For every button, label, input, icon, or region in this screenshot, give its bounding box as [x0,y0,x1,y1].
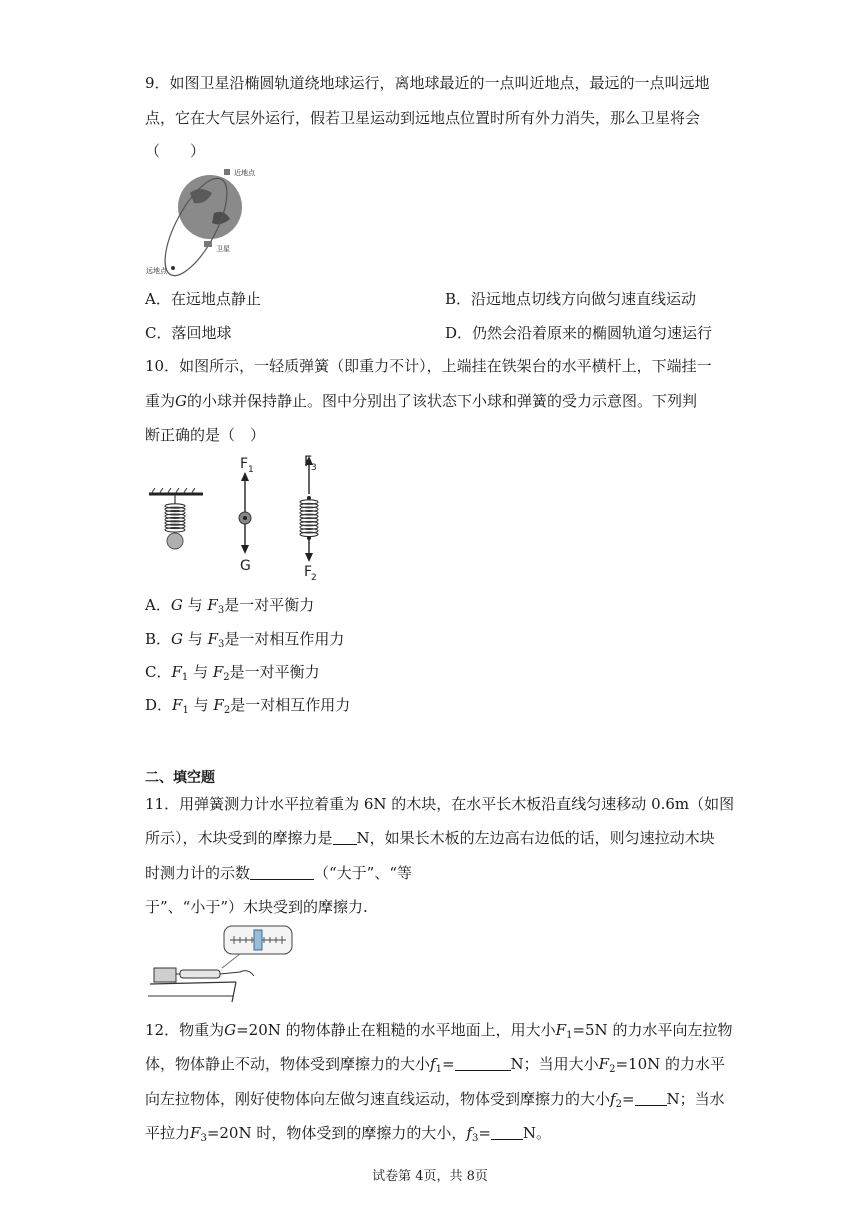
q10-line-1: 10．如图所示，一轻质弹簧（即重力不计），上端挂在铁架台的水平横杆上，下端挂一 [145,357,712,375]
q11-line-2: 所示），木块受到的摩擦力是 N，如果长木板的左边高右边低的话，则匀速拉动木块 [145,829,715,847]
q12-line-1: 12．物重为G=20N 的物体静止在粗糙的水平地面上，用大小$F_1=5N$ 的力水平向左拉物 [145,1021,733,1041]
q10-option-c: C．$F_1$ 与 $F_2$是一对平衡力 [145,663,320,683]
q12-answer-blank-2[interactable] [635,1091,667,1106]
table-leg [232,982,236,1002]
free-spring [300,500,318,537]
label-f1: F [240,456,249,472]
perigee-label: 近地点 [234,169,255,177]
q9-option-d: D．仍然会沿着原来的椭圆轨道匀速运行 [445,324,713,342]
page-footer: 试卷第 4页，共 8页 [372,1169,488,1184]
spring-scale-pull-figure [144,924,296,1004]
perigee-marker [224,169,230,175]
q10-option-a: A．G 与 $F_3$是一对平衡力 [145,596,315,616]
q11-line-1: 11．用弹簧测力计水平拉着重为 6N 的木块，在水平长木板沿直线匀速移动 0.6m（如图 [145,795,735,813]
force-f2-arrowhead [305,553,313,562]
satellite-orbit-figure [140,165,255,277]
satellite-label: 卫星 [216,245,230,253]
q12-answer-blank-1[interactable] [455,1056,511,1071]
scale-pointer [254,930,262,950]
callout-pointer [222,954,240,968]
spring-force-figure [145,448,335,583]
apogee-marker [171,266,175,270]
label-f3: F [304,454,313,470]
q10-line-3: 断正确的是（ ） [145,426,266,444]
label-f1-subscript: 1 [248,465,254,475]
section-title-fill-in: 二、填空题 [145,770,215,786]
spring-scale-body [180,970,220,978]
q10-option-b: B．G 与 $F_3$是一对相互作用力 [145,630,345,650]
wooden-block [154,968,176,982]
hanging-ball [167,533,183,549]
q9-line-2: 点，它在大气层外运行，假若卫星运动到远地点位置时所有外力消失，那么卫星将会 [145,109,701,127]
q12-answer-blank-3[interactable] [491,1125,523,1140]
q9-option-b: B．沿远地点切线方向做匀速直线运动 [445,290,697,308]
label-g: G [240,558,251,574]
spring-bottom-dot [307,536,311,540]
earth-globe [178,175,242,239]
satellite-marker [204,241,212,247]
force-g-arrowhead [241,545,249,554]
q10-line-2: 重为G的小球并保持静止。图中分别出了该状态下小球和弹簧的受力示意图。下列判 [145,392,698,410]
q12-line-4: 平拉力$F_3=20N$ 时，物体受到的摩擦力的大小，$f_3= N$。 [145,1124,552,1144]
q9-option-a: A．在远地点静止 [145,290,261,308]
q11-answer-blank-1[interactable] [333,830,357,845]
q9-line-3: （ ） [145,142,206,160]
label-f2-subscript: 2 [311,573,317,583]
q10-option-d: D．$F_1$ 与 $F_2$是一对相互作用力 [145,696,351,716]
q11-line-3: 时测力计的示数 （“大于”、“等 [145,864,413,882]
q9-option-c: C．落回地球 [145,324,232,342]
q12-line-3: 向左拉物体，刚好使物体向左做匀速直线运动，物体受到摩擦力的大小$f_2= N$；当水 [145,1090,725,1110]
ball-center-dot [243,516,247,520]
q9-line-1: 9．如图卫星沿椭圆轨道绕地球运行，离地球最近的一点叫近地点，最远的一点叫远地 [145,74,710,92]
apogee-label: 远地点 [146,267,167,275]
pulling-hand [220,971,254,976]
q12-line-2: 体，物体静止不动，物体受到摩擦力的大小$f_1= N$；当用大小$F_2=10N$ 的力水平 [145,1055,726,1075]
label-f3-subscript: 3 [311,463,317,473]
q11-line-4: 于”、“小于”）木块受到的摩擦力. [145,898,368,916]
label-f2: F [304,564,313,580]
hanging-spring [165,504,185,532]
q11-answer-blank-2[interactable] [250,865,314,880]
